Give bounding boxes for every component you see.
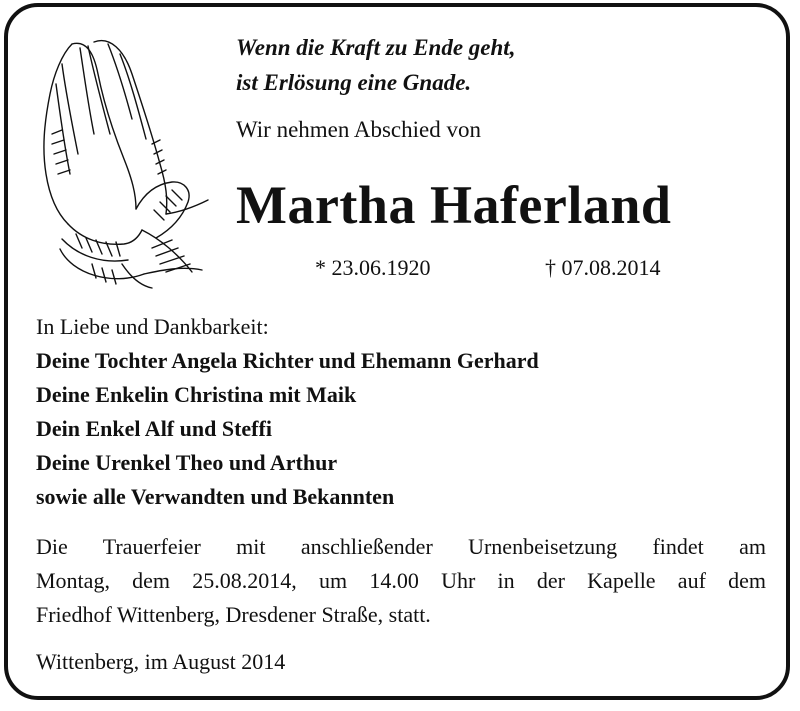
ceremony-line-1: Die Trauerfeier mit anschließender Urnenbeisetzung findet am [36, 534, 766, 559]
mourner-line: Deine Enkelin Christina mit Maik [36, 382, 357, 407]
place-and-date: Wittenberg, im August 2014 [36, 649, 286, 674]
mourner-line: Dein Enkel Alf und Steffi [36, 416, 272, 441]
praying-hands-icon [32, 34, 222, 289]
death-date: † 07.08.2014 [545, 255, 661, 280]
mourners-heading: In Liebe und Dankbarkeit: [36, 314, 269, 339]
birth-date: * 23.06.1920 [315, 255, 431, 280]
intro-text: Wir nehmen Abschied von [236, 117, 481, 142]
mourner-line: sowie alle Verwandten und Bekannten [36, 484, 395, 509]
ceremony-line-3: Friedhof Wittenberg, Dresdener Straße, statt. [36, 602, 431, 627]
mourners-list [36, 310, 539, 514]
motto-line-2: ist Erlösung eine Gnade. [236, 70, 472, 95]
mourner-line: Deine Urenkel Theo und Arthur [36, 450, 338, 475]
deceased-name: Martha Haferland [236, 175, 672, 235]
motto-line-1: Wenn die Kraft zu Ende geht, [236, 35, 516, 60]
motto [236, 30, 515, 100]
ceremony-line-2: Montag, dem 25.08.2014, um 14.00 Uhr in der Kapelle auf dem [36, 568, 766, 593]
mourner-line: Deine Tochter Angela Richter und Ehemann Gerhard [36, 348, 539, 373]
ceremony-notice [36, 530, 766, 632]
